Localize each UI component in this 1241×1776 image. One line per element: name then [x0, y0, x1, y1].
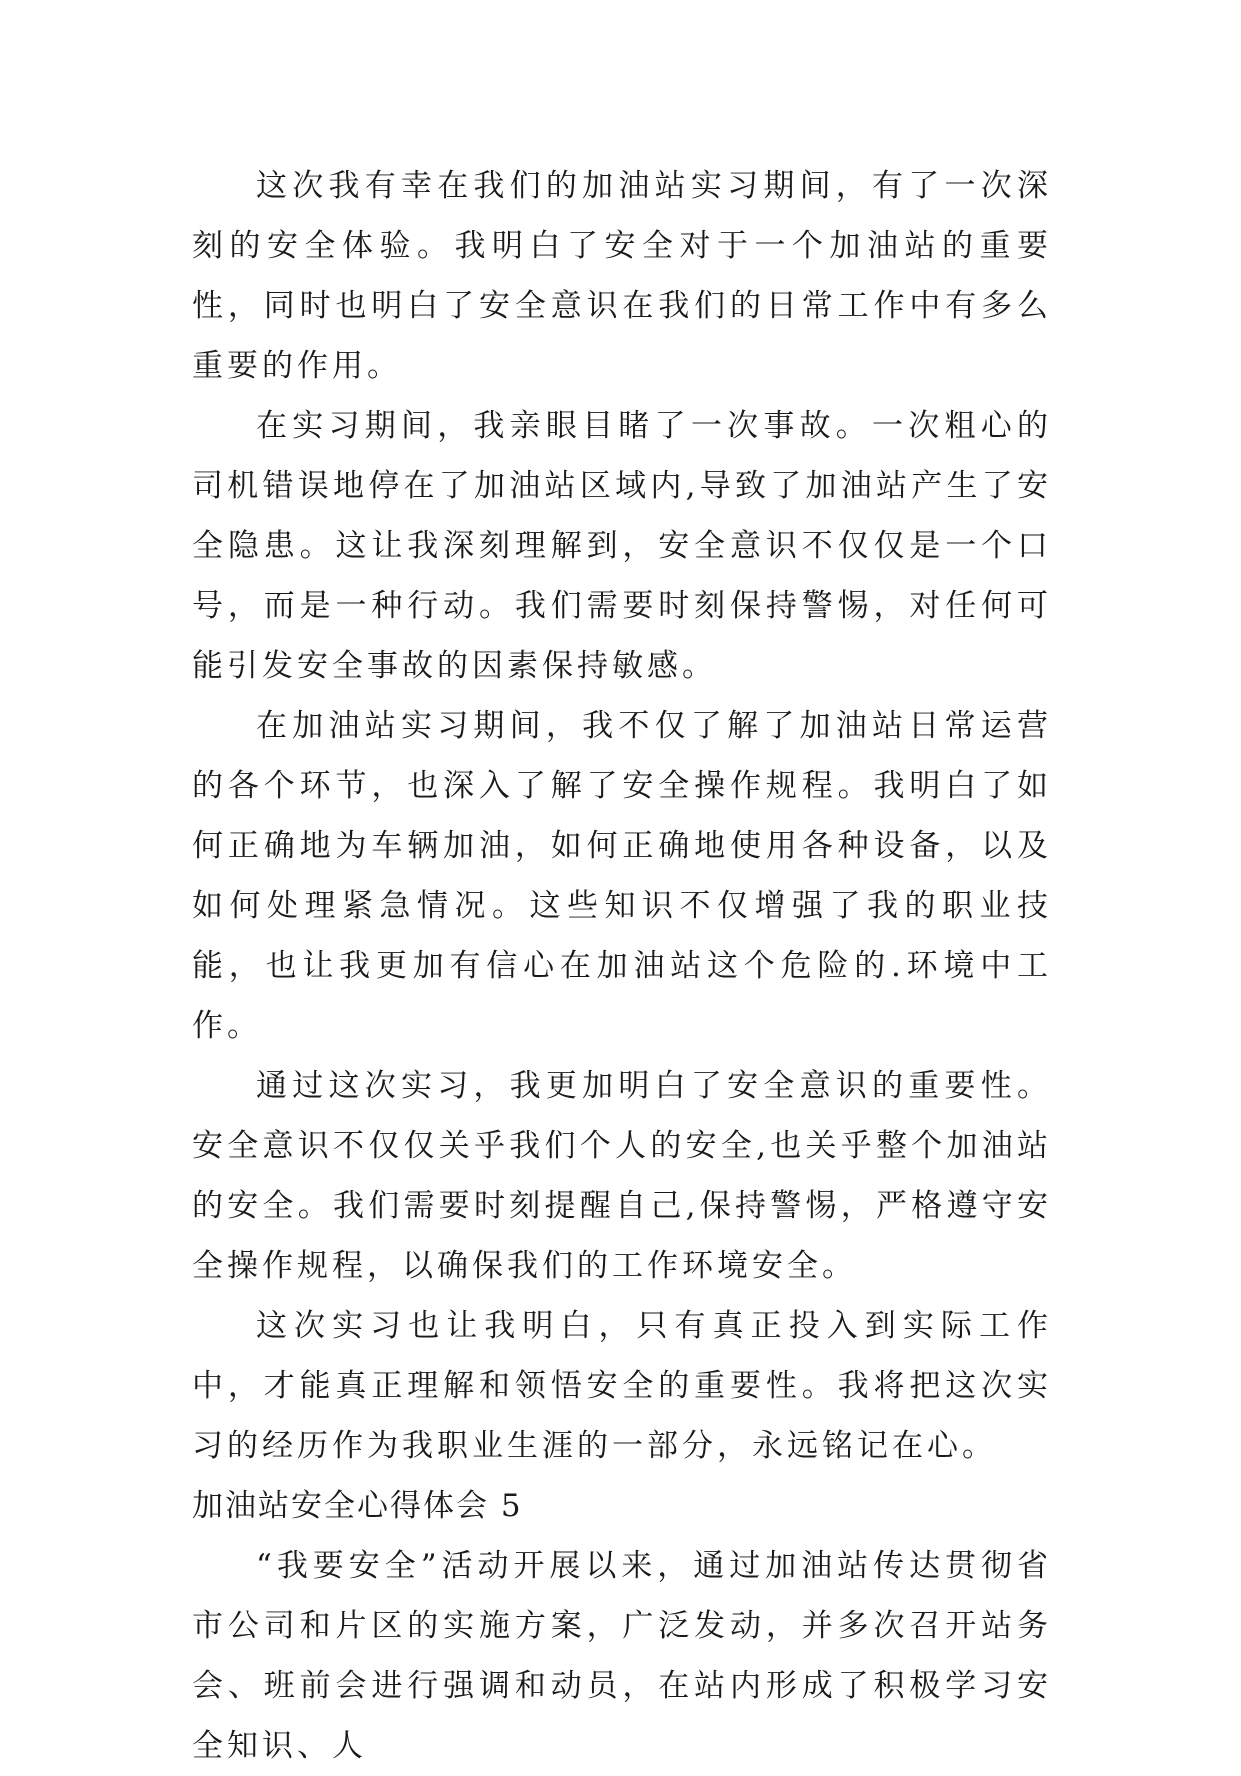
paragraph-2: 在实习期间，我亲眼目睹了一次事故。一次粗心的司机错误地停在了加油站区域内,导致了加油站产生了安全隐患。这让我深刻理解到，安全意识不仅仅是一个口号，而是一种行动。我们需要时刻保持警惕，对任何可能引发安全事故的因素保持敏感。: [192, 408, 1052, 684]
paragraph-3: 在加油站实习期间，我不仅了解了加油站日常运营的各个环节，也深入了解了安全操作规程。我明白了如何正确地为车辆加油，如何正确地使用各种设备，以及如何处理紧急情况。这些知识不仅增强了我的职业技能，也让我更加有信心在加油站这个危险的.环境中工作。: [192, 708, 1052, 1044]
document-body: [192, 156, 1052, 1776]
paragraph-4: 通过这次实习，我更加明白了安全意识的重要性。安全意识不仅仅关乎我们个人的安全,也关乎整个加油站的安全。我们需要时刻提醒自己,保持警惕，严格遵守安全操作规程，以确保我们的工作环境安全。: [192, 1068, 1052, 1284]
paragraph-1: 这次我有幸在我们的加油站实习期间，有了一次深刻的安全体验。我明白了安全对于一个加油站的重要性，同时也明白了安全意识在我们的日常工作中有多么重要的作用。: [192, 168, 1052, 384]
paragraph-6: “我要安全”活动开展以来，通过加油站传达贯彻省市公司和片区的实施方案，广泛发动，并多次召开站务会、班前会进行强调和动员，在站内形成了积极学习安全知识、人: [192, 1548, 1052, 1764]
paragraph-5: 这次实习也让我明白，只有真正投入到实际工作中，才能真正理解和领悟安全的重要性。我将把这次实习的经历作为我职业生涯的一部分，永远铭记在心。: [192, 1308, 1052, 1464]
section-heading: 加油站安全心得体会 5: [192, 1488, 523, 1524]
